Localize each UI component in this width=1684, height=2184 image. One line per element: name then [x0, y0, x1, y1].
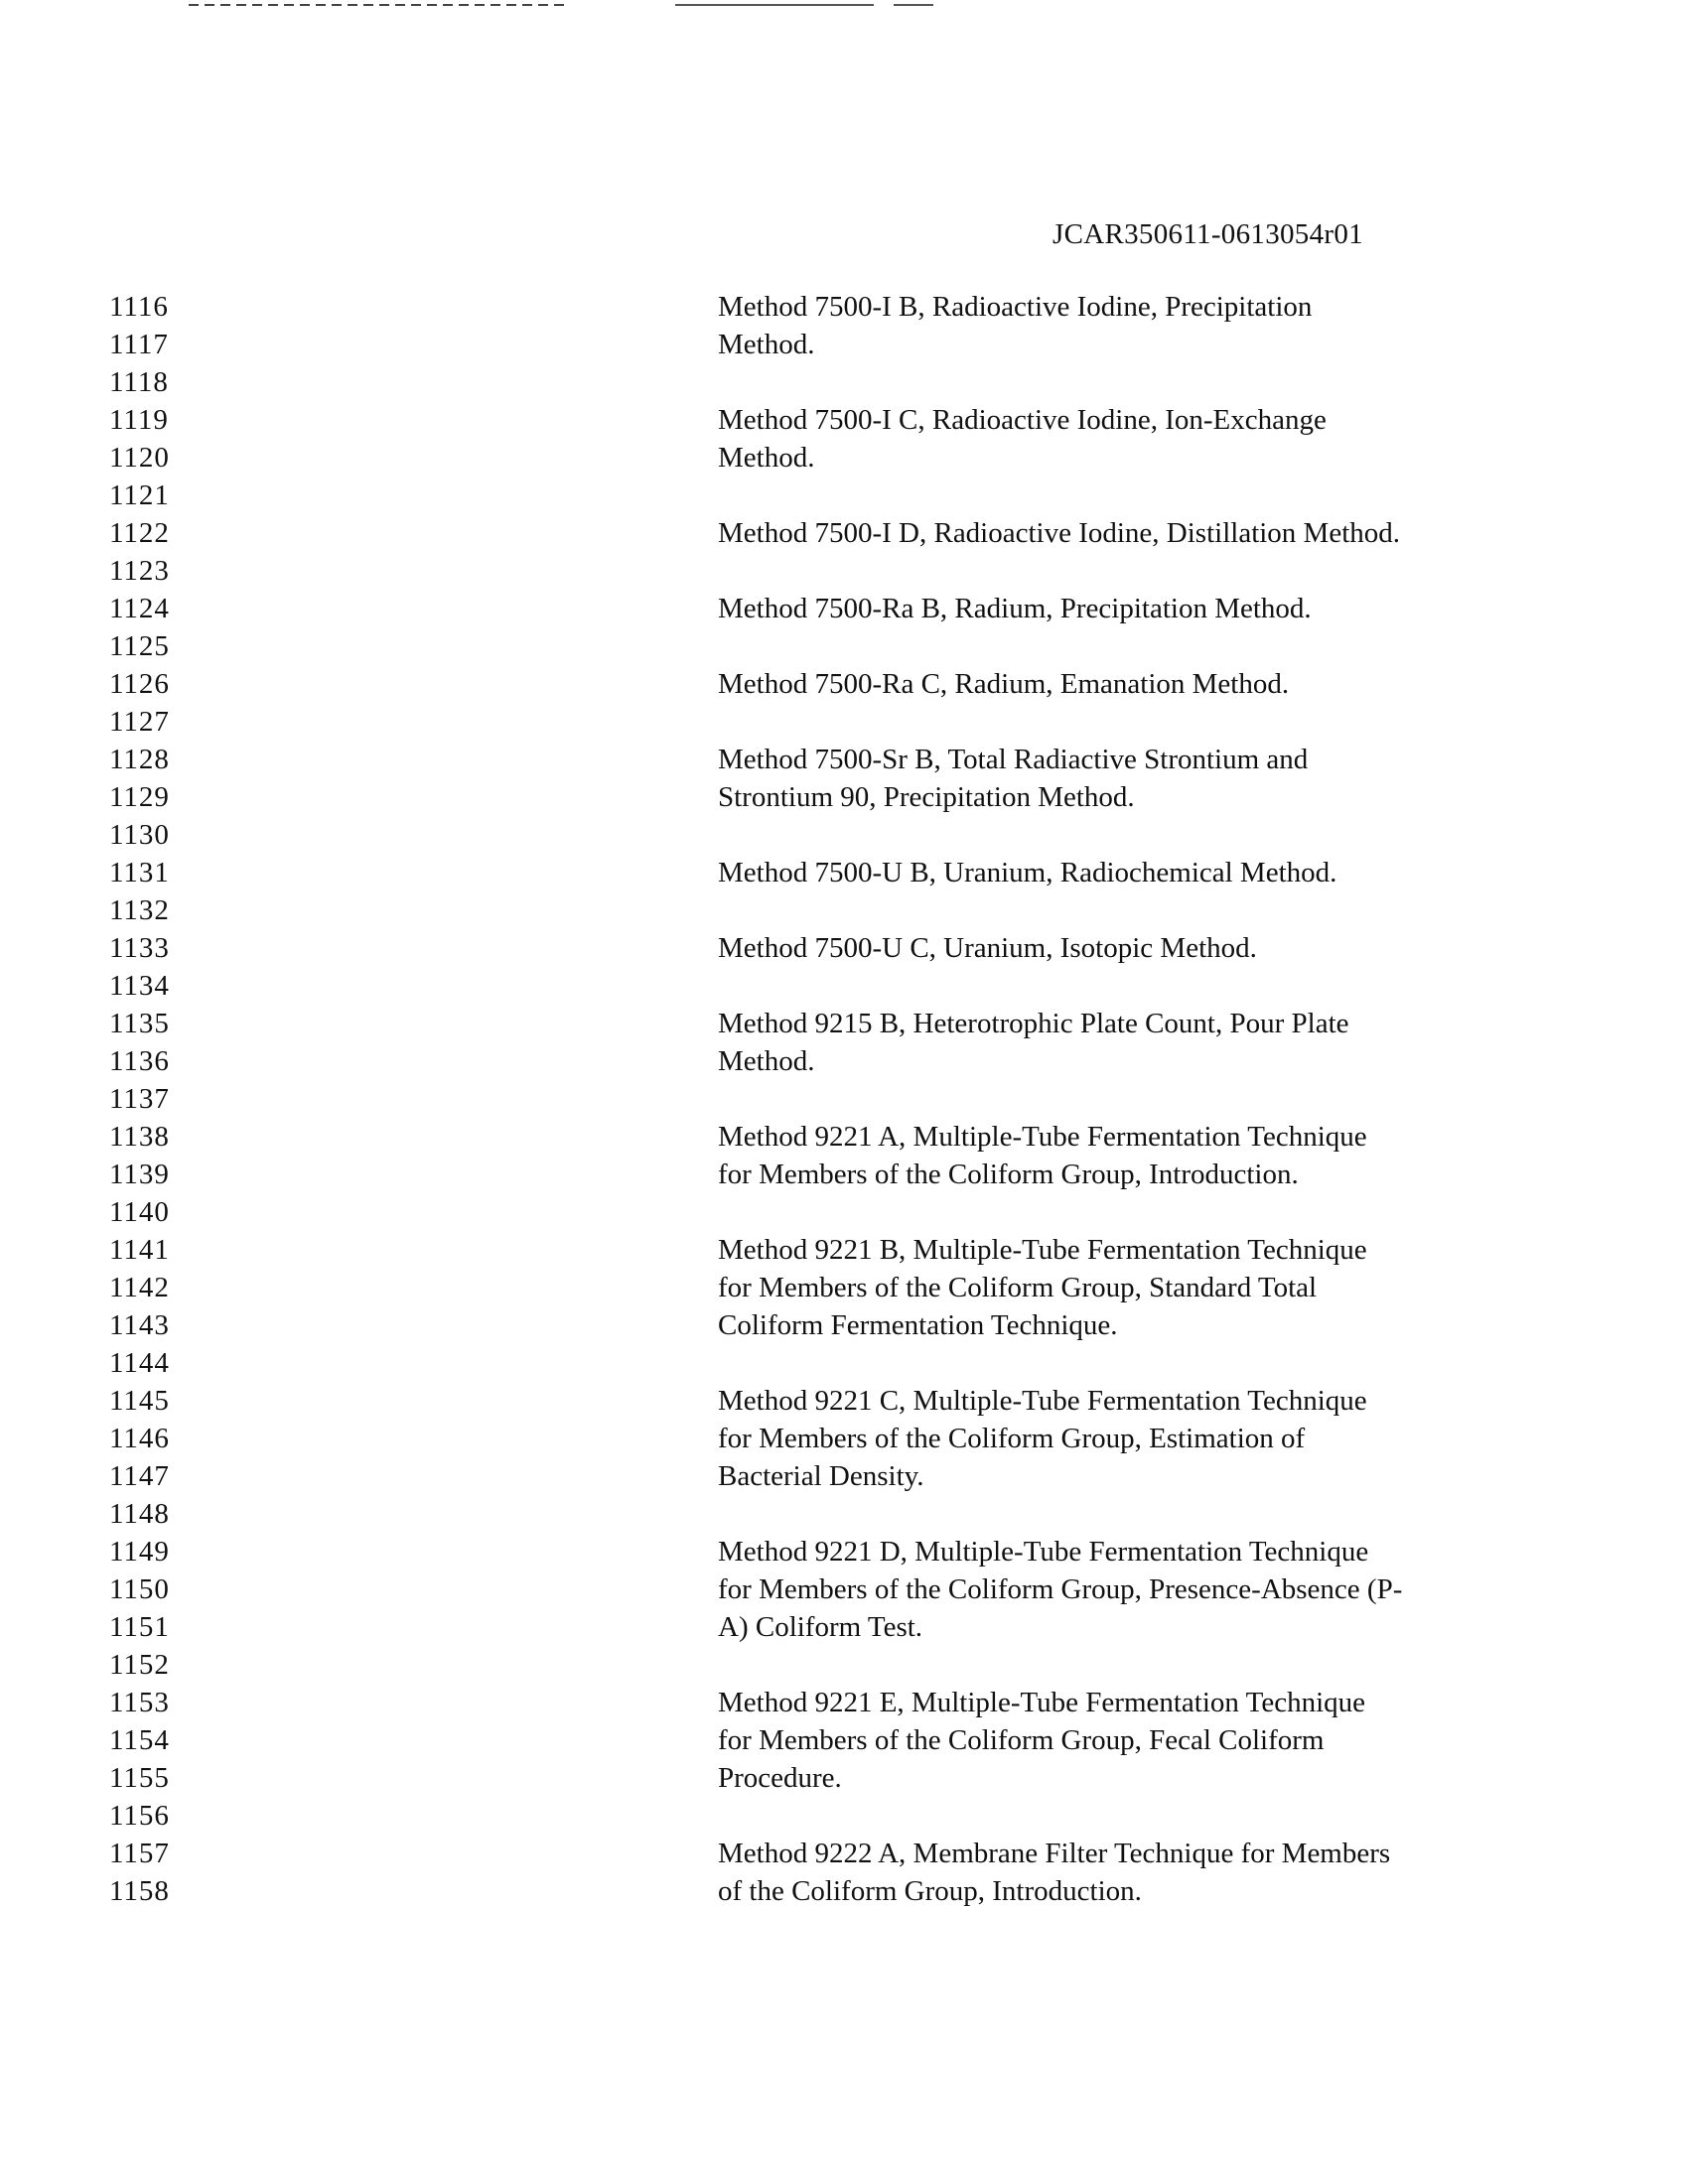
blank-line	[718, 1344, 1612, 1382]
blank-line	[718, 363, 1612, 401]
blank-line	[718, 703, 1612, 741]
method-entry-line: Method 7500-I B, Radioactive Iodine, Precipitation	[718, 291, 1313, 323]
line-number: 1124	[109, 593, 170, 624]
method-entry-line: Method 7500-Ra B, Radium, Precipitation Method.	[718, 593, 1312, 624]
method-entry	[718, 665, 1612, 703]
blank-line	[718, 967, 1612, 1005]
blank-line	[718, 627, 1612, 665]
method-entry	[718, 514, 1612, 552]
method-entry-line: Method 9221 E, Multiple-Tube Fermentation Technique	[718, 1687, 1366, 1718]
blank-line	[718, 552, 1612, 590]
line-number: 1148	[109, 1498, 170, 1530]
line-number: 1146	[109, 1423, 170, 1454]
scan-artifact-rule	[675, 4, 874, 6]
method-entry-line: Method.	[718, 329, 815, 360]
method-entry-line: of the Coliform Group, Introduction.	[718, 1875, 1142, 1907]
method-entry-line: for Members of the Coliform Group, Introduction.	[718, 1159, 1299, 1190]
method-entry-line: Method.	[718, 442, 815, 474]
line-number: 1122	[109, 517, 170, 549]
method-entry-line: Method 9221 A, Multiple-Tube Fermentation Technique	[718, 1121, 1367, 1153]
line-number: 1153	[109, 1687, 170, 1718]
document-id: JCAR350611-0613054r01	[1052, 218, 1363, 250]
blank-line	[718, 1495, 1612, 1533]
line-number: 1142	[109, 1272, 170, 1303]
method-list	[718, 288, 1612, 1910]
blank-line	[718, 1080, 1612, 1118]
line-number: 1150	[109, 1573, 170, 1605]
line-number: 1147	[109, 1460, 170, 1492]
method-entry-line: Procedure.	[718, 1762, 842, 1794]
blank-line	[718, 1646, 1612, 1684]
line-number: 1141	[109, 1234, 170, 1266]
method-entry-line: for Members of the Coliform Group, Fecal Coliform	[718, 1724, 1325, 1756]
line-number: 1119	[109, 404, 169, 436]
method-entry-line: Method.	[718, 1045, 815, 1077]
method-entry-line: Method 9221 D, Multiple-Tube Fermentation Technique	[718, 1536, 1369, 1568]
method-entry-line: Method 9222 A, Membrane Filter Technique for Members	[718, 1838, 1391, 1869]
line-number: 1157	[109, 1838, 170, 1869]
method-entry	[718, 1005, 1612, 1080]
method-entry	[718, 1533, 1612, 1646]
line-number: 1125	[109, 630, 170, 662]
line-number: 1156	[109, 1800, 170, 1832]
line-number: 1116	[109, 291, 169, 323]
method-entry-line: Method 9221 B, Multiple-Tube Fermentation Technique	[718, 1234, 1367, 1266]
line-number: 1139	[109, 1159, 170, 1190]
method-entry	[718, 929, 1612, 967]
line-number-column	[109, 288, 228, 1910]
line-number: 1117	[109, 329, 169, 360]
method-entry	[718, 401, 1612, 477]
method-entry-line: A) Coliform Test.	[718, 1611, 923, 1643]
line-number: 1133	[109, 932, 170, 964]
line-number: 1140	[109, 1196, 170, 1228]
line-number: 1158	[109, 1875, 170, 1907]
line-number: 1143	[109, 1309, 170, 1341]
line-number: 1129	[109, 781, 170, 813]
method-entry	[718, 288, 1612, 363]
method-entry-line: Method 7500-I D, Radioactive Iodine, Distillation Method.	[718, 517, 1401, 549]
blank-line	[718, 891, 1612, 929]
method-entry-line: Method 7500-U C, Uranium, Isotopic Method.	[718, 932, 1257, 964]
method-entry-line: Method 7500-U B, Uranium, Radiochemical Method.	[718, 857, 1337, 888]
line-number: 1131	[109, 857, 170, 888]
method-entry-line: Strontium 90, Precipitation Method.	[718, 781, 1135, 813]
blank-line	[718, 1797, 1612, 1835]
line-number: 1135	[109, 1008, 170, 1039]
line-number: 1123	[109, 555, 170, 587]
line-number: 1155	[109, 1762, 170, 1794]
line-number: 1151	[109, 1611, 170, 1643]
line-number: 1154	[109, 1724, 170, 1756]
blank-line	[718, 477, 1612, 514]
blank-line	[718, 1193, 1612, 1231]
line-number: 1121	[109, 479, 170, 511]
line-number: 1128	[109, 744, 170, 775]
method-entry-line: Bacterial Density.	[718, 1460, 924, 1492]
method-entry-line: for Members of the Coliform Group, Estimation of	[718, 1423, 1306, 1454]
line-number: 1152	[109, 1649, 170, 1681]
method-entry-line: Method 7500-Ra C, Radium, Emanation Method.	[718, 668, 1290, 700]
method-entry-line: Method 7500-Sr B, Total Radiactive Strontium and	[718, 744, 1309, 775]
method-entry-line: Method 9215 B, Heterotrophic Plate Count, Pour Plate	[718, 1008, 1349, 1039]
method-entry	[718, 741, 1612, 816]
line-number: 1145	[109, 1385, 170, 1417]
line-number: 1138	[109, 1121, 170, 1153]
line-number: 1120	[109, 442, 170, 474]
method-entry	[718, 1118, 1612, 1193]
blank-line	[718, 816, 1612, 854]
method-entry	[718, 1382, 1612, 1495]
method-entry-line: Method 7500-I C, Radioactive Iodine, Ion-Exchange	[718, 404, 1327, 436]
scan-artifact-rule	[189, 4, 566, 6]
method-entry-line: Coliform Fermentation Technique.	[718, 1309, 1118, 1341]
line-number: 1137	[109, 1083, 170, 1115]
line-number: 1134	[109, 970, 170, 1002]
method-entry	[718, 854, 1612, 891]
method-entry	[718, 1231, 1612, 1344]
line-number: 1127	[109, 706, 170, 738]
line-number: 1144	[109, 1347, 170, 1379]
method-entry-line: for Members of the Coliform Group, Standard Total	[718, 1272, 1318, 1303]
line-number: 1136	[109, 1045, 170, 1077]
method-entry	[718, 1835, 1612, 1910]
method-entry	[718, 1684, 1612, 1797]
method-entry-line: for Members of the Coliform Group, Presence-Absence (P-	[718, 1573, 1403, 1605]
scan-artifact-rule	[894, 4, 933, 6]
line-number: 1126	[109, 668, 170, 700]
method-entry-line: Method 9221 C, Multiple-Tube Fermentation Technique	[718, 1385, 1367, 1417]
line-number: 1130	[109, 819, 170, 851]
line-number: 1118	[109, 366, 169, 398]
method-entry	[718, 590, 1612, 627]
line-number: 1149	[109, 1536, 170, 1568]
line-number: 1132	[109, 894, 170, 926]
